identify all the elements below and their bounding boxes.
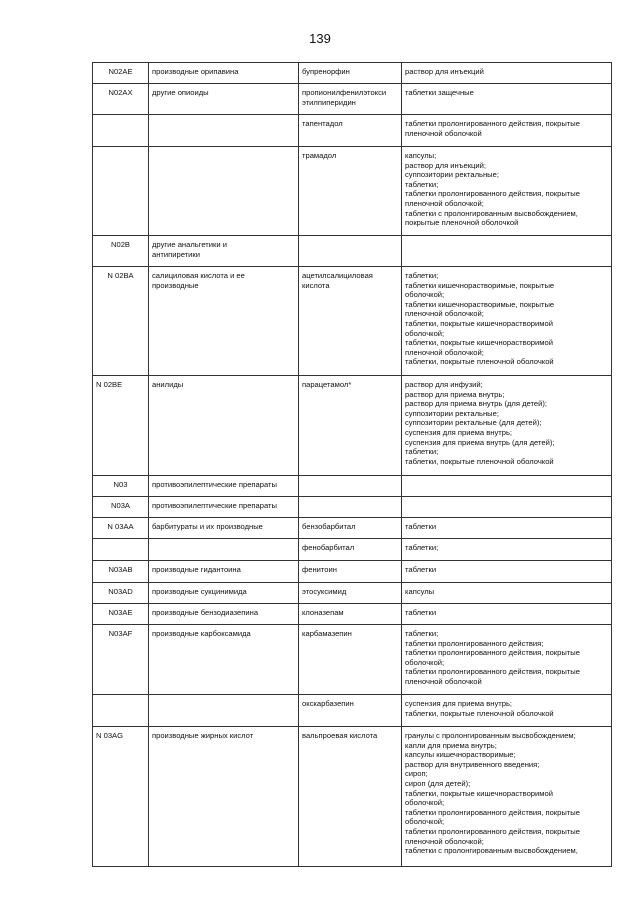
table-row [93,727,612,867]
atc-code-cell: N02AE [93,63,149,84]
dosage-forms-cell [402,236,612,267]
drug-name-cell: трамадол [299,147,402,236]
drug-name-cell [299,497,402,518]
atc-code-cell: N03AD [93,583,149,604]
atc-code-cell: N 02BA [93,267,149,376]
group-name-cell: производные гидантоина [149,561,299,583]
drug-name-cell: тапентадол [299,115,402,147]
dosage-forms-cell: капсулы [402,583,612,604]
dosage-forms-cell: раствор для инфузий; раствор для приема внутрь; раствор для приема внутрь (для детей); суппозитории ректальные; суппозитории ректальные (для детей); суспензия для приема внутрь; суспензия для приема внутрь (для детей); таблетки; таблетки, покрытые пленочной оболочкой [402,376,612,476]
drug-name-cell: парацетамол* [299,376,402,476]
atc-code-cell: N 03AG [93,727,149,867]
table-row [93,115,612,147]
table-row [93,561,612,583]
atc-code-cell: N03AE [93,604,149,625]
dosage-forms-cell: раствор для инъекций [402,63,612,84]
group-name-cell [149,115,299,147]
dosage-forms-cell: таблетки [402,518,612,539]
group-name-cell: другие опиоиды [149,84,299,115]
dosage-forms-cell [402,476,612,497]
table-row [93,267,612,376]
drug-name-cell: фенитоин [299,561,402,583]
drug-name-cell: бупренорфин [299,63,402,84]
drug-name-cell [299,476,402,497]
dosage-forms-cell: таблетки пролонгированного действия, покрытые пленочной оболочкой [402,115,612,147]
drug-name-cell [299,236,402,267]
dosage-forms-cell: таблетки; таблетки пролонгированного действия; таблетки пролонгированного действия, покрытые оболочкой; таблетки пролонгированного действия, покрытые пленочной оболочкой [402,625,612,695]
group-name-cell: анилиды [149,376,299,476]
drug-name-cell: фенобарбитал [299,539,402,561]
atc-code-cell: N 03AA [93,518,149,539]
dosage-forms-cell: таблетки; [402,539,612,561]
table-row [93,84,612,115]
group-name-cell: производные бензодиазепина [149,604,299,625]
group-name-cell: другие анальгетики и антипиретики [149,236,299,267]
drug-table-body [93,63,612,867]
drug-name-cell: пропионилфенилэтокси этилпиперидин [299,84,402,115]
dosage-forms-cell: таблетки защечные [402,84,612,115]
atc-code-cell [93,147,149,236]
group-name-cell: барбитураты и их производные [149,518,299,539]
atc-code-cell [93,695,149,727]
table-row [93,497,612,518]
drug-name-cell: этосуксимид [299,583,402,604]
atc-code-cell: N02AX [93,84,149,115]
atc-code-cell [93,115,149,147]
dosage-forms-cell: таблетки [402,561,612,583]
page-number: 139 [309,31,331,46]
table-row [93,476,612,497]
table-row [93,695,612,727]
group-name-cell: противоэпилептические препараты [149,476,299,497]
group-name-cell: производные жирных кислот [149,727,299,867]
dosage-forms-cell: гранулы с пролонгированным высвобождением; капли для приема внутрь; капсулы кишечнорастворимые; раствор для внутривенного введения; сироп; сироп (для детей); таблетки, покрытые кишечнорастворимой оболочкой; таблетки пролонгированного действия, покрытые оболочкой; таблетки пролонгированного действия, покрытые пленочной оболочкой; таблетки с пролонгированным высвобождением, [402,727,612,867]
atc-code-cell: N03A [93,497,149,518]
table-row [93,63,612,84]
dosage-forms-cell: суспензия для приема внутрь; таблетки, покрытые пленочной оболочкой [402,695,612,727]
table-row [93,604,612,625]
group-name-cell [149,695,299,727]
group-name-cell: производные орипавина [149,63,299,84]
group-name-cell [149,539,299,561]
drug-table [92,62,612,867]
atc-code-cell: N03AB [93,561,149,583]
dosage-forms-cell: капсулы; раствор для инъекций; суппозитории ректальные; таблетки; таблетки пролонгированного действия, покрытые пленочной оболочкой; таблетки с пролонгированным высвобождением, покрытые пленочной оболочкой [402,147,612,236]
drug-name-cell: клоназепам [299,604,402,625]
group-name-cell: производные карбоксамида [149,625,299,695]
atc-code-cell: N03AF [93,625,149,695]
drug-name-cell: окскарбазепин [299,695,402,727]
table-row [93,625,612,695]
atc-code-cell: N02B [93,236,149,267]
drug-name-cell: ацетилсалициловая кислота [299,267,402,376]
group-name-cell [149,147,299,236]
table-row [93,518,612,539]
table-row [93,147,612,236]
atc-code-cell: N 02BE [93,376,149,476]
drug-name-cell: вальпроевая кислота [299,727,402,867]
atc-code-cell [93,539,149,561]
table-row [93,236,612,267]
table-row [93,583,612,604]
table-row [93,376,612,476]
dosage-forms-cell: таблетки; таблетки кишечнорастворимые, покрытые оболочкой; таблетки кишечнорастворимые, покрытые пленочной оболочкой; таблетки, покрытые кишечнорастворимой оболочкой; таблетки, покрытые кишечнорастворимой пленочной оболочкой; таблетки, покрытые пленочной оболочкой [402,267,612,376]
atc-code-cell: N03 [93,476,149,497]
drug-name-cell: карбамазепин [299,625,402,695]
table-row [93,539,612,561]
group-name-cell: противоэпилептические препараты [149,497,299,518]
drug-name-cell: бензобарбитал [299,518,402,539]
dosage-forms-cell: таблетки [402,604,612,625]
dosage-forms-cell [402,497,612,518]
group-name-cell: салициловая кислота и ее производные [149,267,299,376]
group-name-cell: производные сукцинимида [149,583,299,604]
